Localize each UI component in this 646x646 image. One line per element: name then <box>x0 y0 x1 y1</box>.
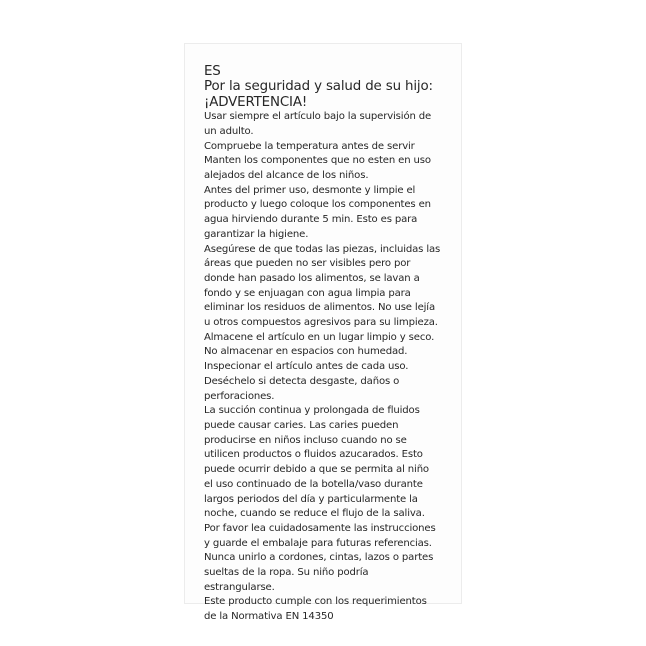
text-line: Deséchelo si detecta desgaste, daños o <box>204 375 400 387</box>
text-line: Este producto cumple con los requerimientos <box>204 596 427 608</box>
language-code: ES <box>204 64 221 79</box>
text-line: sueltas de la ropa. Su niño podría <box>204 567 369 579</box>
text-line: Almacene el artículo en un lugar limpio y seco. <box>204 331 435 343</box>
text-line: No almacenar en espacios con humedad. <box>204 346 408 358</box>
text-line: de la Normativa EN 14350 <box>204 611 334 623</box>
text-line: producirse en niños incluso cuando no se <box>204 434 407 446</box>
text-line: utilicen productos o fluidos azucarados. Esto <box>204 449 423 461</box>
text-line: La succión continua y prolongada de fluidos <box>204 405 420 417</box>
text-line: puede causar caries. Las caries pueden <box>204 419 399 431</box>
text-line: Inspecionar el artículo antes de cada uso. <box>204 361 409 373</box>
text-line: un adulto. <box>204 125 254 137</box>
text-line: áreas que pueden no ser visibles pero por <box>204 258 411 270</box>
text-line: Por favor lea cuidadosamente las instrucciones <box>204 522 436 534</box>
text-line: donde han pasado los alimentos, se lavan a <box>204 272 420 284</box>
text-line: producto y luego coloque los componentes en <box>204 199 431 211</box>
text-line: Compruebe la temperatura antes de servir <box>204 140 415 152</box>
text-line: alejados del alcance de los niños. <box>204 170 369 182</box>
text-line: Nunca unirlo a cordones, cintas, lazos o partes <box>204 552 434 564</box>
text-line: Manten los componentes que no esten en uso <box>204 155 431 167</box>
text-line: eliminar los residuos de alimentos. No use lejía <box>204 302 435 314</box>
text-line: garantizar la higiene. <box>204 228 309 240</box>
text-line: puede ocurrir debido a que se permita al niño <box>204 464 429 476</box>
warning-text-block <box>204 110 456 625</box>
text-line: u otros compuestos agresivos para su limpieza. <box>204 317 438 329</box>
text-line: noche, cuando se reduce el flujo de la saliva. <box>204 508 425 520</box>
safety-instruction-label <box>184 43 462 623</box>
text-line: estrangularse. <box>204 581 275 593</box>
text-line: largos periodos del día y particularmente la <box>204 493 418 505</box>
text-line: y guarde el embalaje para futuras referencias. <box>204 537 432 549</box>
text-line: fondo y se enjuagan con agua limpia para <box>204 287 411 299</box>
label-content <box>204 64 456 625</box>
safety-title: Por la seguridad y salud de su hijo: <box>204 79 433 95</box>
text-line: Asegúrese de que todas las piezas, incluidas las <box>204 243 441 255</box>
warning-heading: ¡ADVERTENCIA! <box>204 94 308 110</box>
text-line: Usar siempre el artículo bajo la supervisión de <box>204 111 432 123</box>
text-line: agua hirviendo durante 5 min. Esto es para <box>204 214 418 226</box>
text-line: Antes del primer uso, desmonte y limpie el <box>204 184 416 196</box>
text-line: perforaciones. <box>204 390 275 402</box>
text-line: el uso continuado de la botella/vaso durante <box>204 478 423 490</box>
